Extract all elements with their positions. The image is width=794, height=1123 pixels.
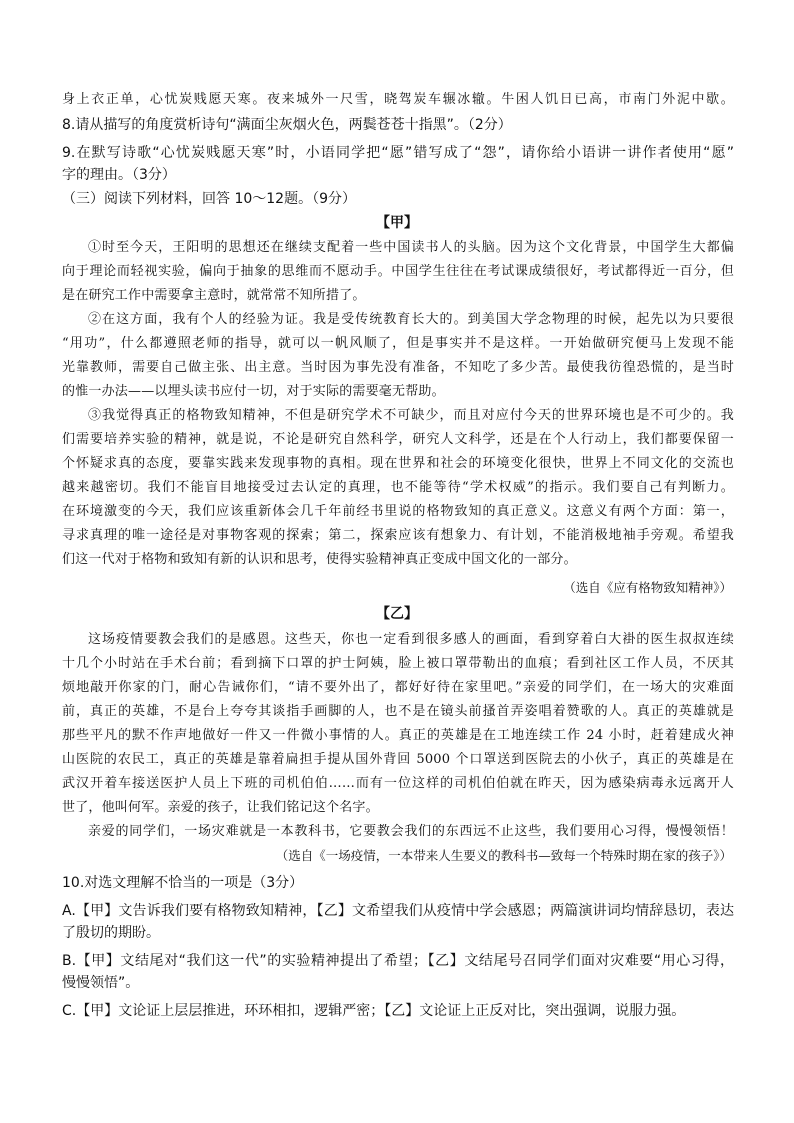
passage-jia-heading: 【甲】 xyxy=(376,215,418,231)
passage-jia-line: 是在研究工作中需要拿主意时，就常常不知所措了。 xyxy=(62,288,366,303)
passage-yi-line: 这场疫情要教会我们的是感恩。这些天，你也一定看到很多感人的画面，看到穿着白大褂的医生叔叔连续 xyxy=(88,632,734,647)
section-3-instruction: （三）阅读下列材料，回答 10～12题。（9分） xyxy=(62,191,356,207)
poem-tail-line: 身上衣正单，心忧炭贱愿天寒。夜来城外一尺雪，晓驾炭车辗冰辙。牛困人饥日已高，市南门外泥中歇。 xyxy=(62,92,734,107)
passage-jia-line: 越来越密切。我们不能盲目地接受过去认定的真理，也不能等待“学术权威”的指示。我们要自己有判断力。 xyxy=(62,480,734,495)
passage-jia-line: 们这一代对于格物和致知有新的认识和思考，使得实验精神真正变成中国文化的一部分。 xyxy=(62,552,577,567)
question-10-option-c: C.【甲】文论证上层层推进，环环相扣，逻辑严密；【乙】文论证上正反对比，突出强调，说服力强。 xyxy=(62,1003,686,1019)
passage-yi-source: （选自《一场疫情，一本带来人生要义的教科书—致每一个特殊时期在家的孩子》） xyxy=(275,848,732,863)
passage-yi-line: 武汉开着车接送医护人员上下班的司机伯伯……而有一位这样的司机伯伯就在昨天，因为感染病毒永远离开人 xyxy=(62,776,734,791)
question-9-line-2: 字的理由。（3分） xyxy=(62,167,176,183)
passage-jia-line: 光靠教师，需要自己做主张、出主意。当时因为事先没有准备，不知吃了多少苦。最使我彷徨恐慌的，是当时 xyxy=(62,360,734,375)
passage-yi-line: 那些平凡的默不作声地做好一件又一件微小事情的人。真正的英雄是在工地连续工作 24 小时，赶着建成火神 xyxy=(62,728,734,743)
passage-jia-line: 们需要培养实验的精神，就是说，不论是研究自然科学，研究人文科学，还是在个人行动上，我们都要保留一 xyxy=(62,432,734,447)
passage-jia-line: 向于理论而轻视实验，偏向于抽象的思维而不愿动手。中国学生往往在考试课成绩很好，考试都得近一百分，但 xyxy=(62,264,734,279)
passage-jia-line: ①时至今天，王阳明的思想还在继续支配着一些中国读书人的头脑。因为这个文化背景，中国学生大都偏 xyxy=(88,240,734,255)
passage-yi-line: 世了，他叫何军。亲爱的孩子，让我们铭记这个名字。 xyxy=(62,800,379,815)
passage-yi-heading: 【乙】 xyxy=(376,606,418,622)
passage-jia-line: ③我觉得真正的格物致知精神，不但是研究学术不可缺少，而且对应付今天的世界环境也是不可少的。我 xyxy=(88,408,734,423)
passage-jia-line: 寻求真理的唯一途径是对事物客观的探索；第二，探索应该有想象力、有计划，不能消极地袖手旁观。希望我 xyxy=(62,528,734,543)
passage-jia-line: 的惟一办法——以埋头读书应付一切，对于实际的需要毫无帮助。 xyxy=(62,384,445,399)
passage-jia-line: ②在这方面，我有个人的经验为证。我是受传统教育长大的。到美国大学念物理的时候，起先以为只要很 xyxy=(88,312,734,327)
question-10-stem: 10.对选文理解不恰当的一项是（3分） xyxy=(62,875,304,891)
passage-yi-line: 前，真正的英雄，不是台上夸夸其谈指手画脚的人，也不是在镜头前搔首弄姿唱着赞歌的人。真正的英雄就是 xyxy=(62,704,734,719)
passage-jia-line: 在环境激变的今天，我们应该重新体会几千年前经书里说的格物致知的真正意义。这意义有两个方面：第一， xyxy=(62,504,734,519)
passage-jia-line: “用功”，什么都遵照老师的指导，就可以一帆风顺了，但是事实并不是这样。一开始做研究便马上发现不能 xyxy=(62,336,734,351)
passage-yi-line: 山医院的农民工，真正的英雄是靠着扁担手提从国外背回 5000 个口罩送到医院去的小伙子，真正的英雄是在 xyxy=(62,752,734,767)
question-10-option-b-cont: 慢慢领悟”。 xyxy=(62,975,140,991)
question-9-line-1: 9.在默写诗歌“心忧炭贱愿天寒”时，小语同学把“愿”错写成了“怨”，请你给小语讲一讲作者使用“愿” xyxy=(62,145,734,161)
question-10-option-b: B.【甲】文结尾对“我们这一代”的实验精神提出了希望；【乙】文结尾号召同学们面对灾难要“用心习得， xyxy=(62,953,734,969)
passage-yi-line: 烦地敲开你家的门，耐心告诫你们，“请不要外出了，都好好待在家里吧。”亲爱的同学们，在一场大的灾难面 xyxy=(62,680,734,695)
question-10-option-a-cont: 了殷切的期盼。 xyxy=(62,925,160,941)
passage-yi-line: 亲爱的同学们，一场灾难就是一本教科书，它要教会我们的东西远不止这些，我们要用心习得，慢慢领悟！ xyxy=(88,824,734,839)
question-8: 8.请从描写的角度赏析诗句“满面尘灰烟火色，两鬓苍苍十指黑”。（2分） xyxy=(62,117,512,133)
passage-yi-line: 十几个小时站在手术台前；看到摘下口罩的护士阿姨，脸上被口罩带勒出的血痕；看到社区工作人员，不厌其 xyxy=(62,656,734,671)
question-10-option-a: A.【甲】文告诉我们要有格物致知精神，【乙】文希望我们从疫情中学会感恩；两篇演讲词均情辞恳切，表达 xyxy=(62,903,734,919)
passage-jia-source: （选自《应有格物致知精神》） xyxy=(563,580,732,595)
passage-jia-line: 个怀疑求真的态度，要靠实践来发现事物的真相。现在世界和社会的环境变化很快，世界上不同文化的交流也 xyxy=(62,456,734,471)
